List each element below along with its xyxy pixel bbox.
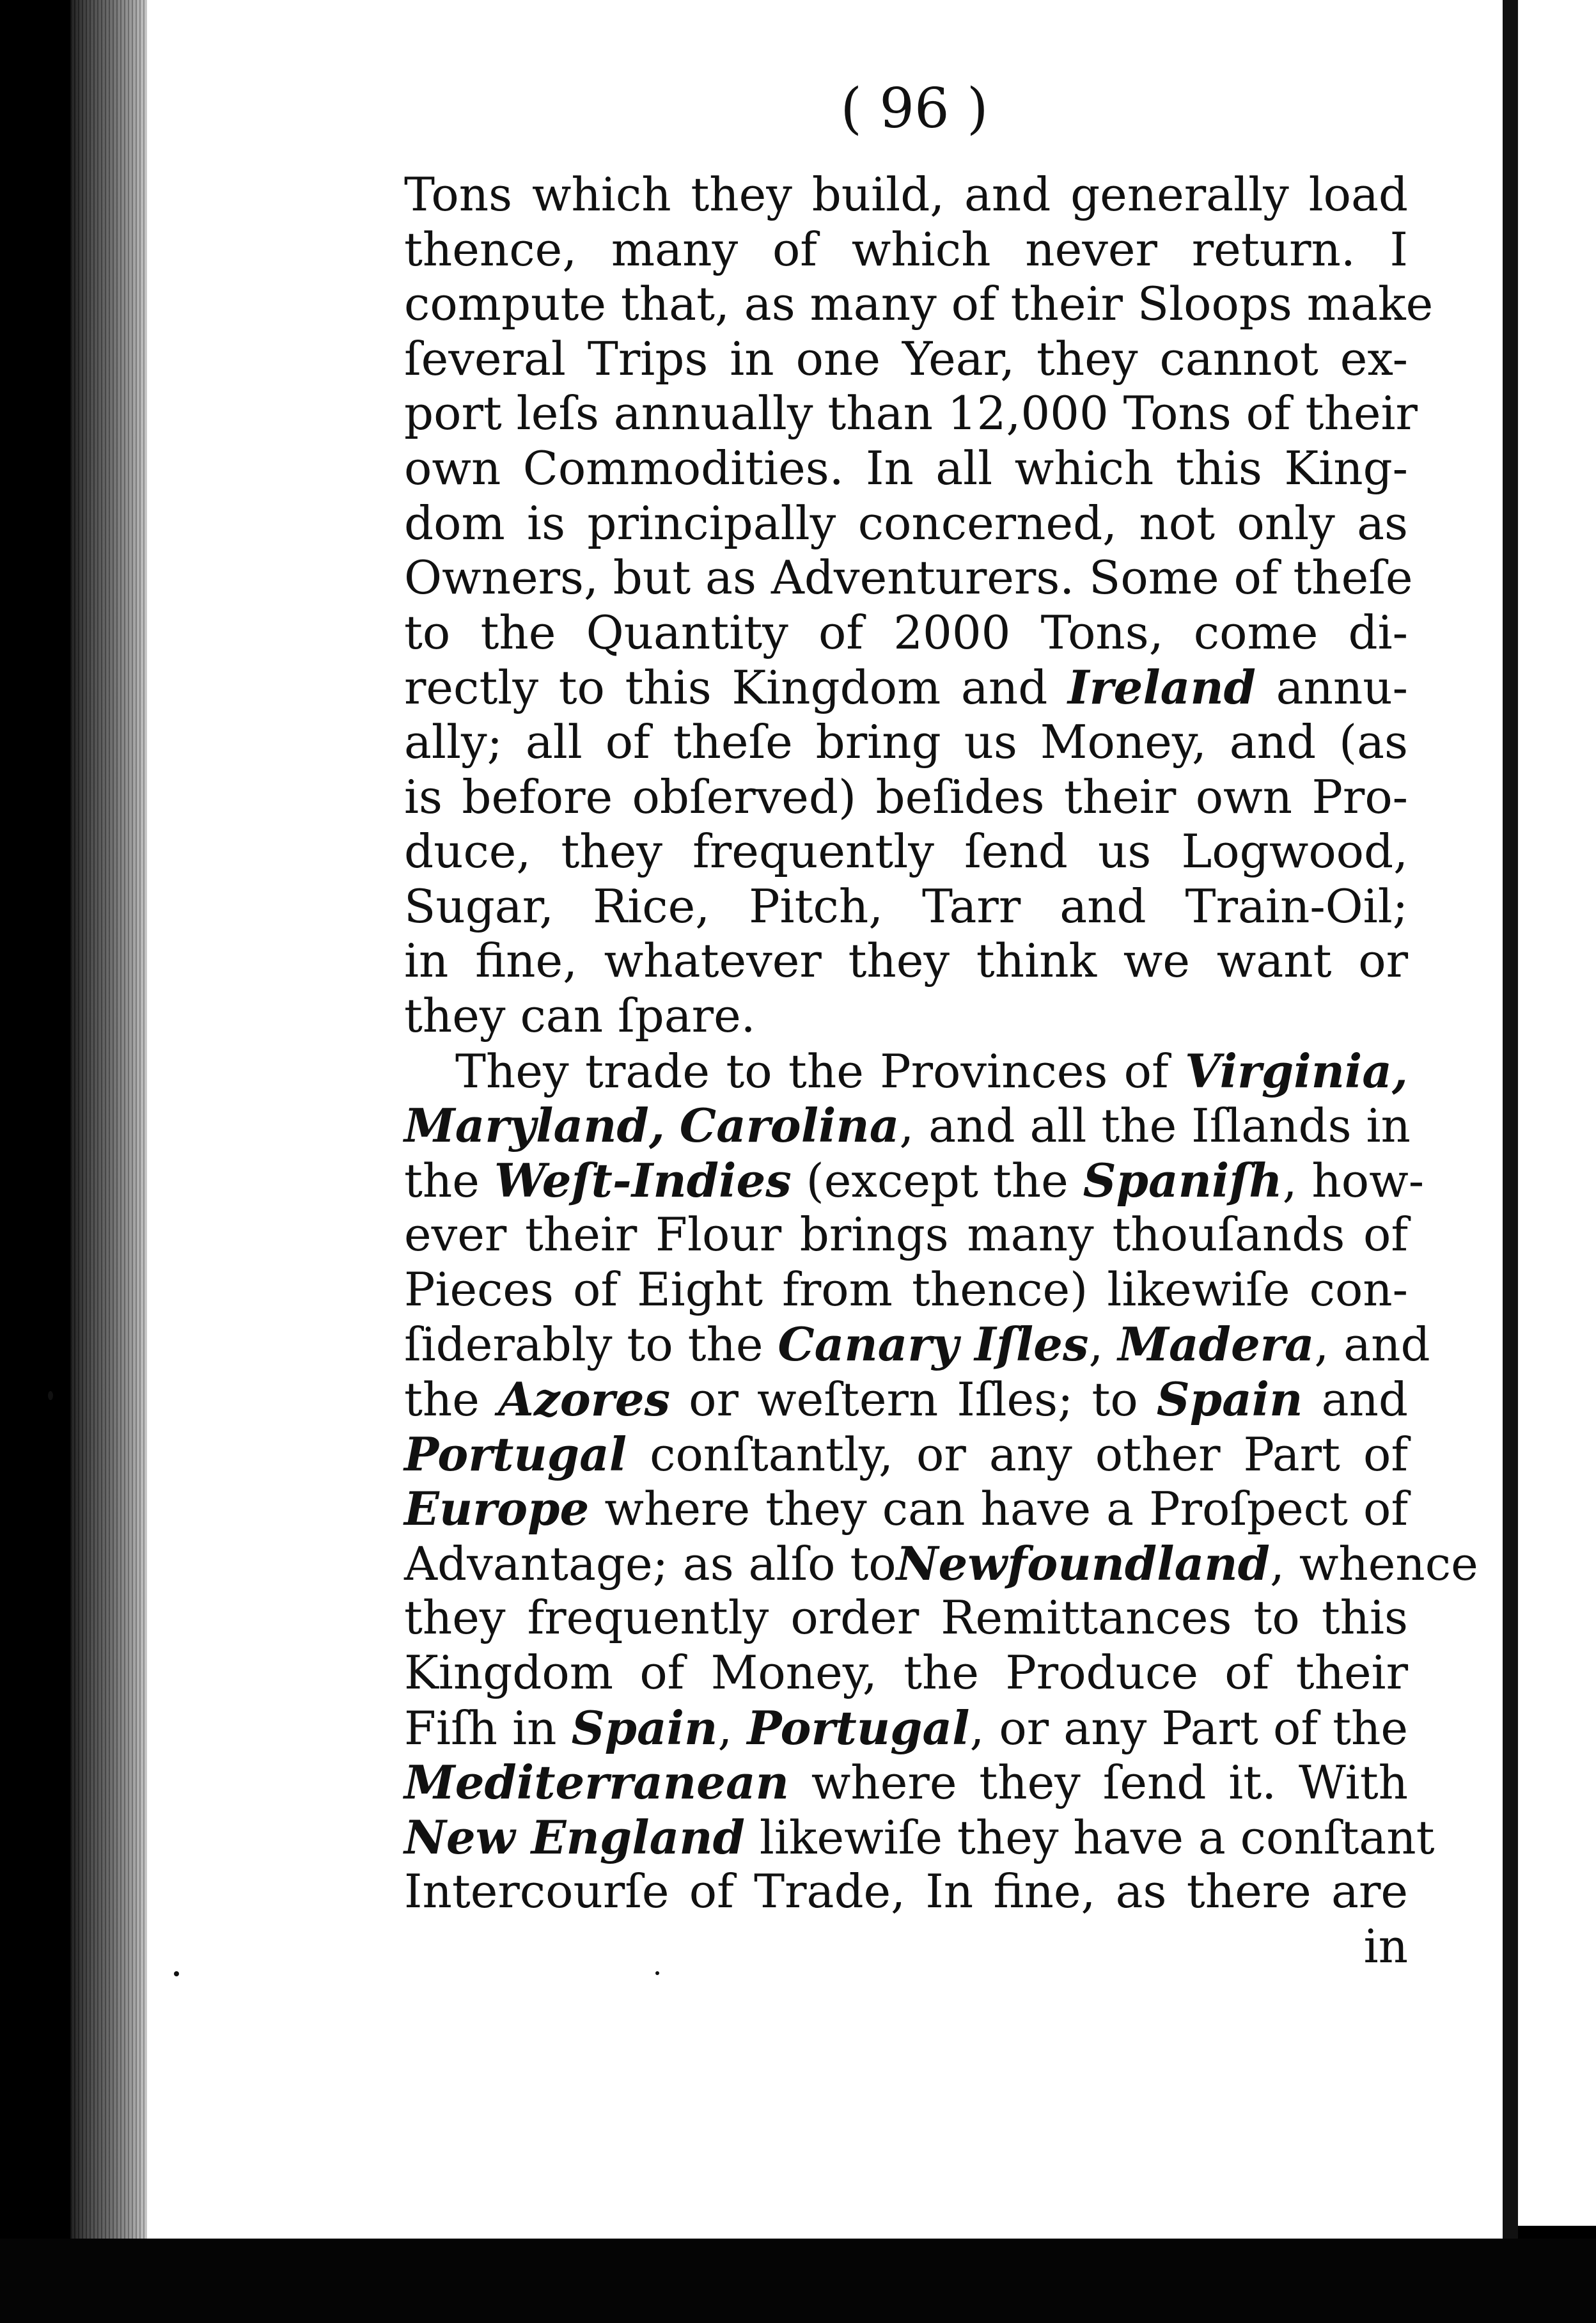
text-line: port leſs annually than 12,000 Tons of their (404, 386, 1418, 441)
italic-place-name: Spain (571, 1700, 718, 1755)
text-line: Mediterranean where they ſend it. With (404, 1755, 1408, 1810)
text-line: Pieces of Eight from thence) likewiſe con- (404, 1262, 1408, 1316)
text-line: ally; all of theſe bring us Money, and (as (404, 714, 1408, 769)
text-line: rectly to this Kingdom and Ireland annu- (404, 660, 1408, 715)
italic-place-name: Newfoundland (896, 1536, 1270, 1591)
italic-place-name: Virginia, (1185, 1043, 1408, 1098)
scan-bottom-border (0, 2239, 1596, 2323)
italic-place-name: Azores (498, 1372, 671, 1427)
italic-place-name: Maryland, (404, 1098, 665, 1153)
italic-place-name: Spaniſh (1083, 1153, 1283, 1208)
italic-place-name: Portugal (404, 1426, 627, 1481)
page-edge-shadow (1503, 0, 1518, 2251)
italic-place-name: Spain (1156, 1372, 1303, 1427)
ink-speck (655, 1971, 659, 1975)
text-line: in fine, whatever they think we want or (404, 934, 1408, 988)
text-line: they frequently order Remittances to this (404, 1591, 1408, 1645)
italic-place-name: Ireland (1067, 660, 1256, 715)
text-line: Owners, but as Adventurers. Some of theſe (404, 551, 1413, 605)
text-line: Intercourſe of Trade, In fine, as there are (404, 1864, 1408, 1919)
italic-place-name: Weſt-Indies (494, 1153, 792, 1208)
text-line: to the Quantity of 2000 Tons, come di- (404, 605, 1408, 659)
text-line: they can ſpare. (404, 988, 756, 1043)
page-number: ( 96 ) (840, 77, 989, 141)
text-line: They trade to the Provinces of Virginia, (455, 1043, 1408, 1098)
text-line: Sugar, Rice, Pitch, Tarr and Train-Oil; (404, 879, 1408, 933)
text-line: Portugal conſtantly, or any other Part of (404, 1426, 1408, 1481)
text-line: Fiſh in Spain, Portugal, or any Part of the (404, 1700, 1408, 1755)
ink-speck (174, 1971, 179, 1976)
text-line: compute that, as many of their Sloops make (404, 277, 1434, 331)
ink-speck (48, 1391, 53, 1400)
body-text (404, 168, 1478, 1974)
text-line: thence, many of which never return. I (404, 222, 1408, 276)
catchword: in (1363, 1919, 1408, 1973)
text-line: ſiderably to the Canary Iſles, Madera, and (404, 1317, 1430, 1372)
text-line: own Commodities. In all which this King- (404, 441, 1408, 495)
italic-place-name: Madera (1118, 1317, 1315, 1372)
text-line: the Weſt-Indies (except the Spaniſh, how- (404, 1153, 1425, 1208)
italic-place-name: Canary Iſles (778, 1317, 1089, 1372)
text-line: Advantage; as alſo toNewfoundland, whence (404, 1536, 1478, 1591)
italic-place-name: Carolina (679, 1098, 900, 1153)
text-line: Tons which they build, and generally load (404, 168, 1408, 221)
text-line: Kingdom of Money, the Produce of their (404, 1646, 1408, 1700)
italic-place-name: Mediterranean (404, 1755, 789, 1810)
text-line: is before obſerved) beſides their own Pro- (404, 769, 1408, 824)
book-gutter (70, 0, 147, 2251)
text-line: the Azores or weſtern Iſles; to Spain and (404, 1372, 1408, 1427)
text-line: New England likewiſe they have a conſtant (404, 1809, 1435, 1864)
italic-place-name: New England (404, 1809, 745, 1864)
text-line: dom is principally concerned, not only as (404, 496, 1408, 550)
italic-place-name: Portugal (747, 1700, 970, 1755)
facing-page-edge (1518, 0, 1596, 2226)
text-line: Maryland, Carolina, and all the Iſlands in (404, 1098, 1411, 1153)
text-line: ſeveral Trips in one Year, they cannot ex- (404, 331, 1408, 386)
text-line: Europe where they can have a Proſpect of (404, 1481, 1408, 1536)
text-line: duce, they frequently ſend us Logwood, (404, 824, 1408, 879)
text-line: ever their Flour brings many thouſands of (404, 1208, 1408, 1262)
italic-place-name: Europe (404, 1481, 590, 1536)
